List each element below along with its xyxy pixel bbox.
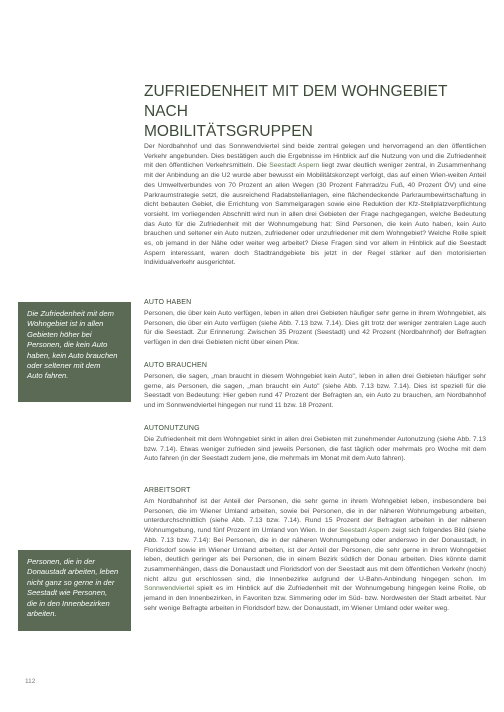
callout-1-line: Die Zufriedenheit mit dem xyxy=(27,309,114,318)
intro-highlight-seestadt: Seestadt Aspern xyxy=(269,162,320,170)
callout-1-line: Personen, die kein Auto xyxy=(27,340,108,350)
callout-1-line: Wohngebiet ist in allen xyxy=(27,319,104,329)
callout-2-line: arbeiten. xyxy=(27,609,57,619)
arbeitsort-text-part-1: Am Nordbahnhof ist der Anteil der Personen, die sehr gerne in ihrem Wohngebiet leben, insbesondere bei Personen, die im Wiener Umland arbeiten, sowie bei Personen, die in der näheren Wohnumgebung arbeiten, unterdurchschnittlich (siehe Abb. 7.13 bzw. 7.14). Rund 15 Prozent der Befragten arbeiten in der näheren Wohnumgebung, rund fünf Prozent im Umland von Wien. In der xyxy=(144,498,486,535)
section-auto-haben xyxy=(144,298,486,348)
section-heading-auto-haben: AUTO HABEN xyxy=(144,299,192,306)
callout-2-line: die in den Innenbezirken xyxy=(27,598,110,608)
intro-text-part-1: Der Nordbahnhof und das Sonnwendviertel sind beide zentral gelegen und hervorragend an den öffentlichen Verkehr angebunden. Dies bestätigen auch die Ergebnisse im Hinblick auf die Nutzung von und die Zufriedenheit mit den öffentlichen Verkehrsmitteln. Die xyxy=(144,143,486,170)
arbeitsort-highlight-sonnwendviertel: Sonnwendviertel xyxy=(144,585,194,593)
page-number: 112 xyxy=(25,678,36,685)
callout-2-line: Seestadt wie Personen, xyxy=(27,588,108,598)
callout-1-line: Auto fahren. xyxy=(27,371,69,381)
section-heading-arbeitsort: ARBEITSORT xyxy=(144,487,191,494)
callout-box-1 xyxy=(18,302,131,402)
page-title xyxy=(144,82,464,142)
section-autonutzung xyxy=(144,424,486,464)
section-text-auto-haben: Personen, die über kein Auto verfügen, leben in allen drei Gebieten häufiger sehr gerne in ihrem Wohngebiet, als Personen, die über ein Auto verfügen (siehe Abb. 7.13 bzw. 7.14). Dies gilt trotz der weniger zentralen Lage auch für die Seestadt. Zur Erinnerung: Zwischen 35 Prozent (Seestadt) und 42 Prozent (Nordbahnhof) der Befragten verfügen in den drei Gebieten nicht über einen Pkw. xyxy=(144,310,486,347)
arbeitsort-highlight-seestadt: Seestadt Aspern xyxy=(339,527,390,535)
callout-box-2 xyxy=(18,550,131,631)
callout-2-line: Donaustadt arbeiten, leben xyxy=(27,567,119,577)
section-text-autonutzung: Die Zufriedenheit mit dem Wohngebiet sinkt in allen drei Gebieten mit zunehmender Autonutzung (siehe Abb. 7.13 bzw. 7.14). Etwas weniger zufrieden sind jeweils Personen, die fast täglich oder mehrmals pro Woche mit dem Auto fahren (in der Seestadt zudem jene, die mehrmals im Monat mit dem Auto fahren). xyxy=(144,436,486,463)
callout-2-line: Personen, die in der xyxy=(27,557,95,566)
intro-text-part-2: liegt zwar deutlich weniger zentral, in Zusammenhang mit der Anbindung an die U2 wurde aber bewusst ein Mobilitätskonzept verfolgt, das auf einen Wien-weiten Anteil des Umweltverbundes von 70 Prozent an allen Wegen (30 Prozent Fahrrad/zu Fuß, 40 Prozent ÖV) und eine Parkraumstrategie setzt, die ausreichend Radabstellanlagen, eine flächendeckende Parkraumbewirtschaftung in dicht bebauten Gebiet, die Errichtung von Sammelgaragen sowie eine Reduktion der Kfz-Stellplatzverpflichtung vorsieht. Im vorliegenden Abschnitt wird nun in allen drei Gebieten der Frage nachgegangen, welche Bedeutung das Auto für die Zufriedenheit mit der Wohnumgebung hat: Sind Personen, die kein Auto haben, kein Auto brauchen und seltener ein Auto nutzen, zufriedener oder unzufriedener mit dem Wohngebiet? Welche Rolle spielt es, ob jemand in der Nähe oder weiter weg arbeitet? Diese Fragen sind vor allem in Hinblick auf die Seestadt Aspern interessant, waren doch Stadtrandgebiete bis jetzt in der Regel stärker auf den motorisierten Individualverkehr ausgerichtet. xyxy=(144,162,486,267)
page-title-line-2: MOBILITÄTSGRUPPEN xyxy=(144,123,313,140)
callout-1-line: Gebieten höher bei xyxy=(27,329,92,339)
arbeitsort-text-part-3: spielt es im Hinblick auf die Zufriedenheit mit der Wohnumgebung hingegen keine Rolle, ob jemand in den Innenbezirken, in Favoriten bzw. Simmering oder im Süd- bzw. Nordwesten der Stadt arbeitet. Nur sehr wenige Befragte arbeiten in Floridsdorf bzw. der Donaustadt, im Wiener Umland oder weiter weg. xyxy=(144,585,486,612)
section-auto-brauchen xyxy=(144,361,486,411)
intro-paragraph xyxy=(144,142,486,268)
section-heading-auto-brauchen: AUTO BRAUCHEN xyxy=(144,362,208,369)
arbeitsort-text-part-2: zeigt sich folgendes Bild (siehe Abb. 7.13 bzw. 7.14): Bei Personen, die in der näheren Wohnumgebung oder anderswo in der Donaustadt, in Floridsdorf sowie im Wiener Umland arbeiten, ist der Anteil der Personen, die sehr gerne in ihrem Wohngebiet leben, deutlich geringer als bei Personen, die in einem Bezirk südlich der Donau arbeiten. Dies könnte damit zusammenhängen, dass die Donaustadt und Floridsdorf von der Seestadt aus mit dem öffentlichen Verkehr (noch) nicht allzu gut erschlossen sind, die Innenbezirke aufgrund der U-Bahn-Anbindung hingegen schon. Im xyxy=(144,527,486,583)
section-heading-autonutzung: AUTONUTZUNG xyxy=(144,425,200,432)
section-arbeitsort xyxy=(144,486,486,613)
callout-1-line: oder seltener mit dem xyxy=(27,361,101,371)
section-text-auto-brauchen: Personen, die sagen, „man braucht in diesem Wohngebiet kein Auto", leben in allen drei Gebieten häufiger sehr gerne, als Personen, die sagen, „man braucht ein Auto" (siehe Abb. 7.13 bzw. 7.14). Dies ist speziell für die Seestadt von Bedeutung: Hier geben rund 47 Prozent der Befragten an, ein Auto zu brauchen, am Nordbahnhof und im Sonnwendviertel hingegen nur rund 11 bzw. 18 Prozent. xyxy=(144,373,486,410)
callout-1-line: haben, kein Auto brauchen xyxy=(27,350,118,360)
page-title-line-1: ZUFRIEDENHEIT MIT DEM WOHNGEBIET NACH xyxy=(144,83,448,120)
callout-2-line: nicht ganz so gerne in der xyxy=(27,577,115,587)
